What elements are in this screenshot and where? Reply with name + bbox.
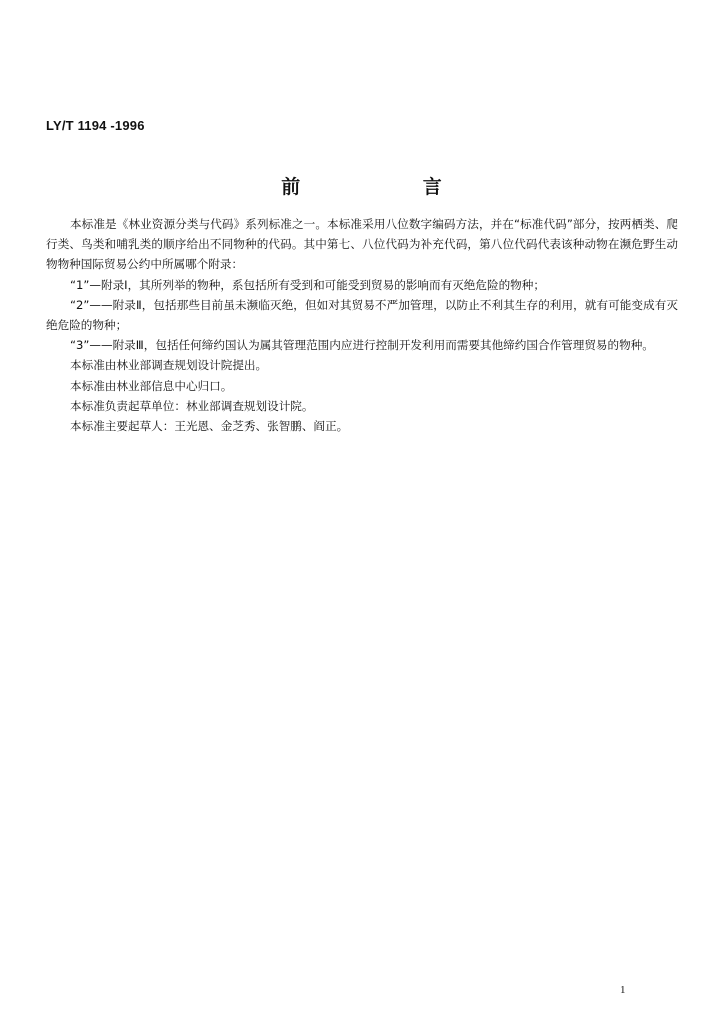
paragraph-appendix-3: “3”——附录Ⅲ，包括任何缔约国认为属其管理范围内应进行控制开发利用而需要其他缔约国合作管理贸易的物种。: [70, 338, 654, 353]
paragraph-appendix-1: “1”—附录Ⅰ，其所列举的物种，系包括所有受到和可能受到贸易的影响而有灭绝危险的物种；: [70, 277, 545, 292]
paragraph-intro: 本标准是《林业资源分类与代码》系列标准之一。本标准采用八位数字编码方法，并在“标准代码”部分，按两栖类、爬行类、鸟类和哺乳类的顺序给出不同物种的代码。其中第七、八位代码为补充代码，第八位代码代表该种动物在濒危野生动物物种国际贸易公约中所属哪个附录：: [46, 217, 678, 272]
preface-body: [46, 214, 678, 436]
paragraph-appendix-2: “2”——附录Ⅱ，包括那些目前虽未濒临灭绝，但如对其贸易不严加管理，以防止不利其生存的利用，就有可能变成有灭绝危险的物种；: [46, 297, 678, 333]
paragraph-drafters: 本标准主要起草人：王光恩、金芝秀、张智鹏、阎正。: [70, 419, 349, 434]
paragraph-centralized-by: 本标准由林业部信息中心归口。: [70, 378, 233, 393]
paragraph-drafting-unit: 本标准负责起草单位：林业部调查规划设计院。: [70, 398, 314, 413]
standard-code: LY/T 1194 -1996: [46, 118, 145, 133]
paragraph-proposer: 本标准由林业部调查规划设计院提出。: [70, 358, 268, 373]
page-number: 1: [620, 984, 626, 996]
section-title: 前 言: [281, 176, 500, 198]
